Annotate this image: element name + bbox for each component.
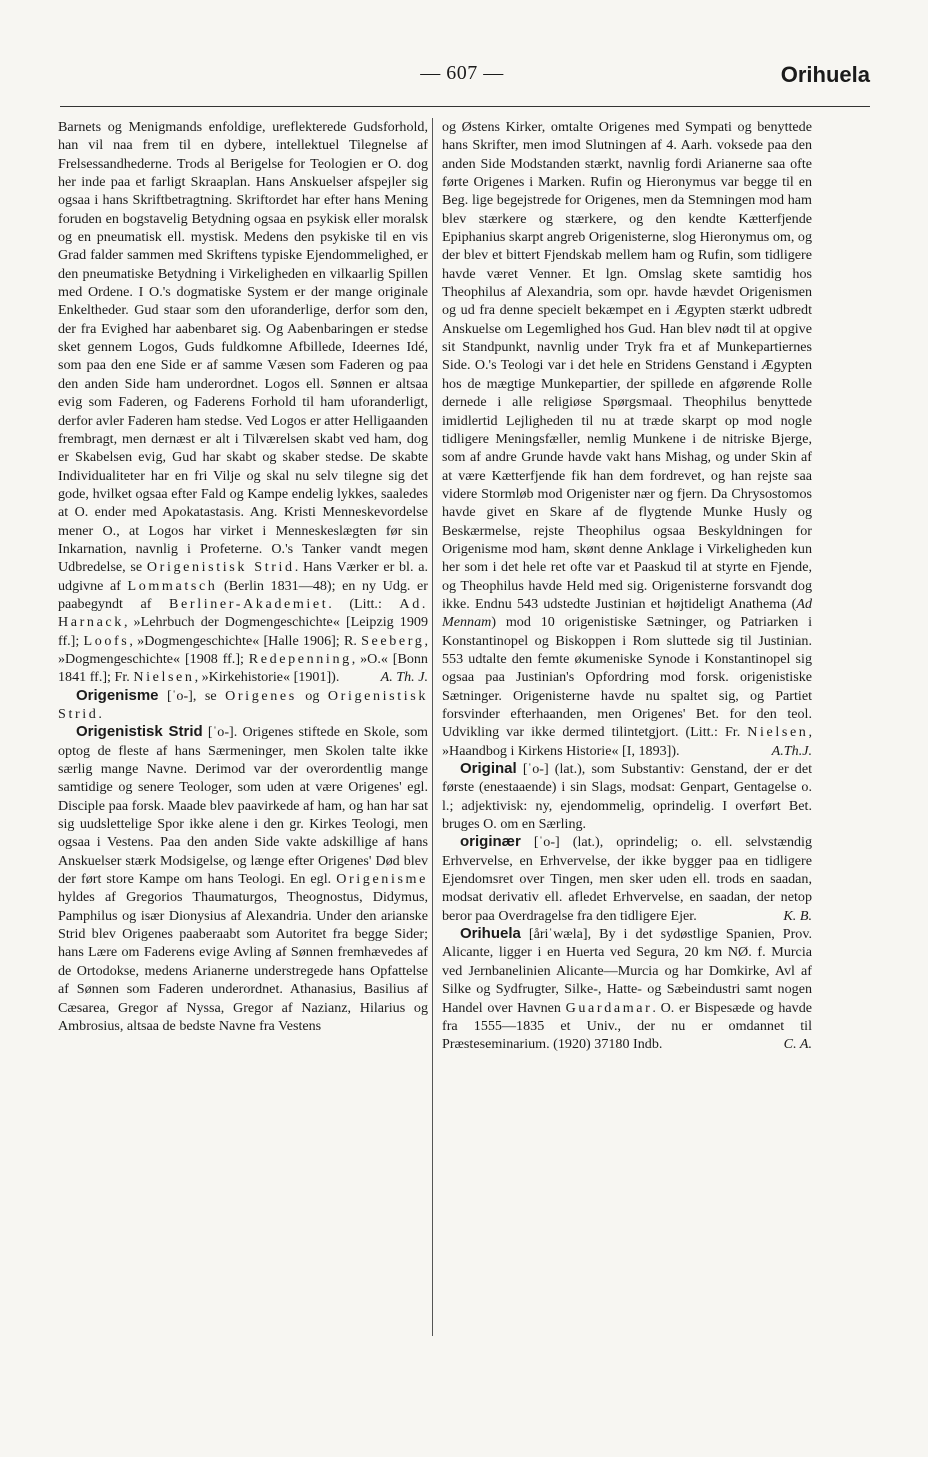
- entry-origenes-continued: Barnets og Menigmands enfoldige, ureflekterede Gudsforhold, han vil naa frem til en dybere, intellektuel Tilegnelse af Frelsessandhederne. Trods al Berigelse for Teologien er O. dog her inde paa et farligt Skraaplan. Hans Anskuelser afspejler sig ogsaa i hans Skriftbetragtning. Skriftordet har efter hans Mening foruden en bogstavelig Betydning ogsaa en psykisk eller moralsk og en pneumatisk ell. mystisk. Medens den psykiske til en vis Grad falder sammen med Skriftens typiske Ejendommelighed, er den pneumatiske Betydning i Virkeligheden en vilkaarlig Spillen med Ordene. I O.'s dogmatiske System er der mange originale Enkeltheder. Gud staar som den uforanderlige, derfor som den, der fra Evighed har aabenbaret sig. Og Aabenbaringen er stedse sket gennem Logos, Guds fuldkomne Afbillede, Ideernes Idé, som paa den ene Side er af samme Væsen som Faderen og paa den anden Side ham underordnet. Logos ell. Sønnen er altsaa evig som Faderen, og Faderens Forhold til ham uforanderligt, derfor avler Faderen ham stedse. Ved Logos er atter Helligaanden frembragt, men dernæst er alt i Tilværelsen skabt ved ham, dog er Skabelsen evig, Gud har skabt og skaber stedse. De skabte Individualiteter har en fri Vilje og skal nu selv tilegne sig det gode, hvilket ogsaa efter Fald og Kampe endelig lykkes, saaledes at O. ender med Apokatastasis. Ang. Kristi Menneskevordelse mener O., at Logos har virket i Menneskeslægten før sin Inkarnation, navnlig i Profeterne. O.'s Tanker vandt megen Udbredelse, se Origenistisk Strid. Hans Værker er bl. a. udgivne af Lommatsch (Berlin 1831—48); en ny Udg. er paabegyndt af Berliner-Akademiet. (Litt.: Ad. Harnack, »Lehrbuch der Dogmengeschichte« [Leipzig 1909 ff.]; Loofs, »Dogmengeschichte« [Halle 1906]; R. Seeberg, »Dogmengeschichte« [1908 ff.]; Redepenning, »O.« [Bonn 1841 ff.]; Fr. Nielsen, »Kirkehistorie« [1901]). A. Th. J.: [58, 119, 428, 686]
- author-name: Loofs: [83, 632, 130, 649]
- cross-reference: Origenisme: [336, 871, 428, 888]
- author-signature: A.Th.J.: [771, 742, 812, 759]
- left-column: [58, 118, 428, 1035]
- entry-original: Original [ˈo-] (lat.), som Substantiv: Genstand, der er det første (enestaaende) i sin Slags, modsat: Genpart, Gentagelse o. l.; adjektivisk: ny, ejendommelig, oprindelig. I overført Bet. bruges O. om en Særling.: [442, 760, 812, 833]
- headword: Orihuela: [460, 925, 521, 943]
- author-name: Seeberg: [361, 632, 425, 649]
- author-name: Nielsen: [747, 724, 809, 741]
- page-header: [60, 62, 870, 98]
- author-name: Redepenning: [248, 650, 352, 667]
- headword: Original: [460, 760, 517, 778]
- entry-origenisme: Origenisme [ˈo-], se Origenes og Origenistisk Strid.: [58, 686, 428, 722]
- publisher-name: Berliner-Akademiet: [169, 595, 329, 612]
- author-signature: C. A.: [783, 1036, 812, 1053]
- author-name: Ad. Harnack: [58, 595, 428, 631]
- author-name: Nielsen: [133, 669, 195, 686]
- italic-title: Ad Mennam: [442, 595, 812, 631]
- entry-origenistisk-strid: Origenistisk Strid [ˈo-]. Origenes stiftede en Skole, som optog de fleste af hans Særmeninger, men Skolen talte ikke særlig mange Navne. Derimod var der overordentlig mange samtidige og senere Teologer, som uden at være Origenes' egl. Disciple paa forsk. Maade blev paavirkede af ham, og han har sat sig uudslettelige Spor ikke alene i den gr. Kirkes Teologi, men ogsaa i Vestens. Paa den anden Side vakte adskillige af hans Anskuelser stærk Modsigelse, og længe efter Origenes' Død blev der ført store Kampe om hans Teologi. En egl. Origenisme hyldes af Gregorios Thaumaturgos, Theognostus, Didymus, Pamphilus og især Dionysius af Alexandria. Under den arianske Strid blev Origenes paaberaabt som Autoritet fra begge Sider; hans Lære om Faderens evige Avling af Sønnen fremhævedes af de Ortodokse, medens Arianerne understregede hans Opfattelse af Sønnen som Faderen underordnet. Athanasius, Basilius af Cæsarea, Gregor af Nyssa, Gregor af Nazianz, Hilarius og Ambrosius, altsaa de bedste Navne fra Vestens: [58, 723, 428, 1034]
- author-signature: K. B.: [783, 907, 812, 924]
- right-column: [442, 118, 812, 1054]
- cross-reference: Origenes: [225, 687, 297, 704]
- headword: originær: [460, 833, 521, 851]
- page-number: — 607 —: [420, 62, 504, 84]
- cross-reference: Origenistisk Strid: [58, 687, 428, 722]
- entry-orihuela: Orihuela [åriˈwæla], By i det sydøstlige Spanien, Prov. Alicante, ligger i en Huerta ved Segura, 20 km NØ. f. Murcia ved Jernbanelinien Alicante—Murcia og har Domkirke, Avl af Silke og Sydfrugter, Silke-, Hatte- og Sæbeindustri samt nogen Handel over Havnen Guardamar. O. er Bispesæde og havde fra 1555—1835 et Univ., der nu er omdannet til Præsteseminarium. (1920) 37180 Indb. C. A.: [442, 925, 813, 1053]
- column-rule: [432, 118, 433, 1336]
- entry-originaer: originær [ˈo-] (lat.), oprindelig; o. ell. selvstændig Erhvervelse, en Erhvervelse, der ikke bygger paa en tidligere Ejendomsret over Tingen, men sker uden ell. trods en saadan, modsat derivativ ell. afledet Erhvervelse, en saadan, der netop beror paa Overdragelse fra den tidligere Ejer. K. B.: [442, 833, 813, 924]
- editor-name: Lommatsch: [127, 577, 218, 594]
- headword: Origenisme: [76, 686, 159, 704]
- author-signature: A. Th. J.: [380, 669, 428, 686]
- cross-reference: Guardamar: [565, 999, 653, 1016]
- header-rule: [60, 106, 870, 107]
- headword: Origenistisk Strid: [76, 723, 203, 741]
- entry-origenistisk-strid-continued: og Østens Kirker, omtalte Origenes med Sympati og benyttede hans Skrifter, men imod Slutningen af 4. Aarh. voksede paa den anden Side Modstanden stærkt, navnlig fordi Arianerne saa ofte førte Origenes i Marken. Rufin og Hieronymus var begge til en Beg. lige begejstrede for Origenes, men da Stemningen mod ham blev stærkere og stærkere, og den kendte Kætterfjende Epiphanius skarpt angreb Origenisterne, slog Hieronymus om, og der blev et bittert Fjendskab mellem ham og Rufin, som tidligere havde været Venner. Et lgn. Omslag skete samtidig hos Theophilus af Alexandria, som opr. havde hævdet Origenismen og ud fra denne specielt bekæmpet en i Ægypten stærkt udbredt Anskuelse om Legemlighed hos Gud. Han blev nødt til at opgive sit Standpunkt, navnlig under Tryk fra et af Munkepartiernes Side. O.'s Teologi var i det hele en Stridens Genstand i Ægypten hos de mægtige Munkepartier, der spillede en afgørende Rolle dernede i alle religiøse Spørgsmaal. Theophilus benyttede imidlertid Lejligheden til nu at træde skarpt op mod nogle tidligere Meningsfæller, nemlig Munkene i de nitriske Bjerge, som af andre Grunde havde vakt hans Mishag, og under Skin af at være Kætterfjende fik han dem fordrevet, og han rejste saa videre Stormløb mod Origenister nær og fjern. Da Chrysostomos havde givet en Skare af de flygtende Munke Husly og Beskærmelse, rejste Theophilus ogsaa Beskyldningen for Origenisme mod ham, skønt denne Anklage i Virkeligheden kun her som i det hele ret ofte var et Paaskud til at styrte en Fjende, og Theophilus havde Held med sig. Origenisterne forsvandt dog ikke. Endnu 543 udstedte Justinian et højtideligt Anathema (Ad Mennam) mod 10 origenistiske Sætninger, og Patriarken i Konstantinopel og Biskoppen i Rom sluttede sig til Justinian. 553 udtalte den femte økumeniske Synode i Konstantinopel sig ogsaa paa Justinian's Opfordring mod forsk. origenistiske Sætninger. Origenisterne havde nu spaltet sig, og Partiet forsvinder efterhaanden, men Origenes' Bet. for den teol. Udvikling var ikke dermed tilintetgjort. (Litt.: Fr. Nielsen, »Haandbog i Kirkens Historie« [I, 1893]). A.Th.J.: [442, 119, 812, 759]
- cross-reference: Origenistisk Strid: [146, 559, 295, 576]
- running-head: Orihuela: [780, 62, 870, 87]
